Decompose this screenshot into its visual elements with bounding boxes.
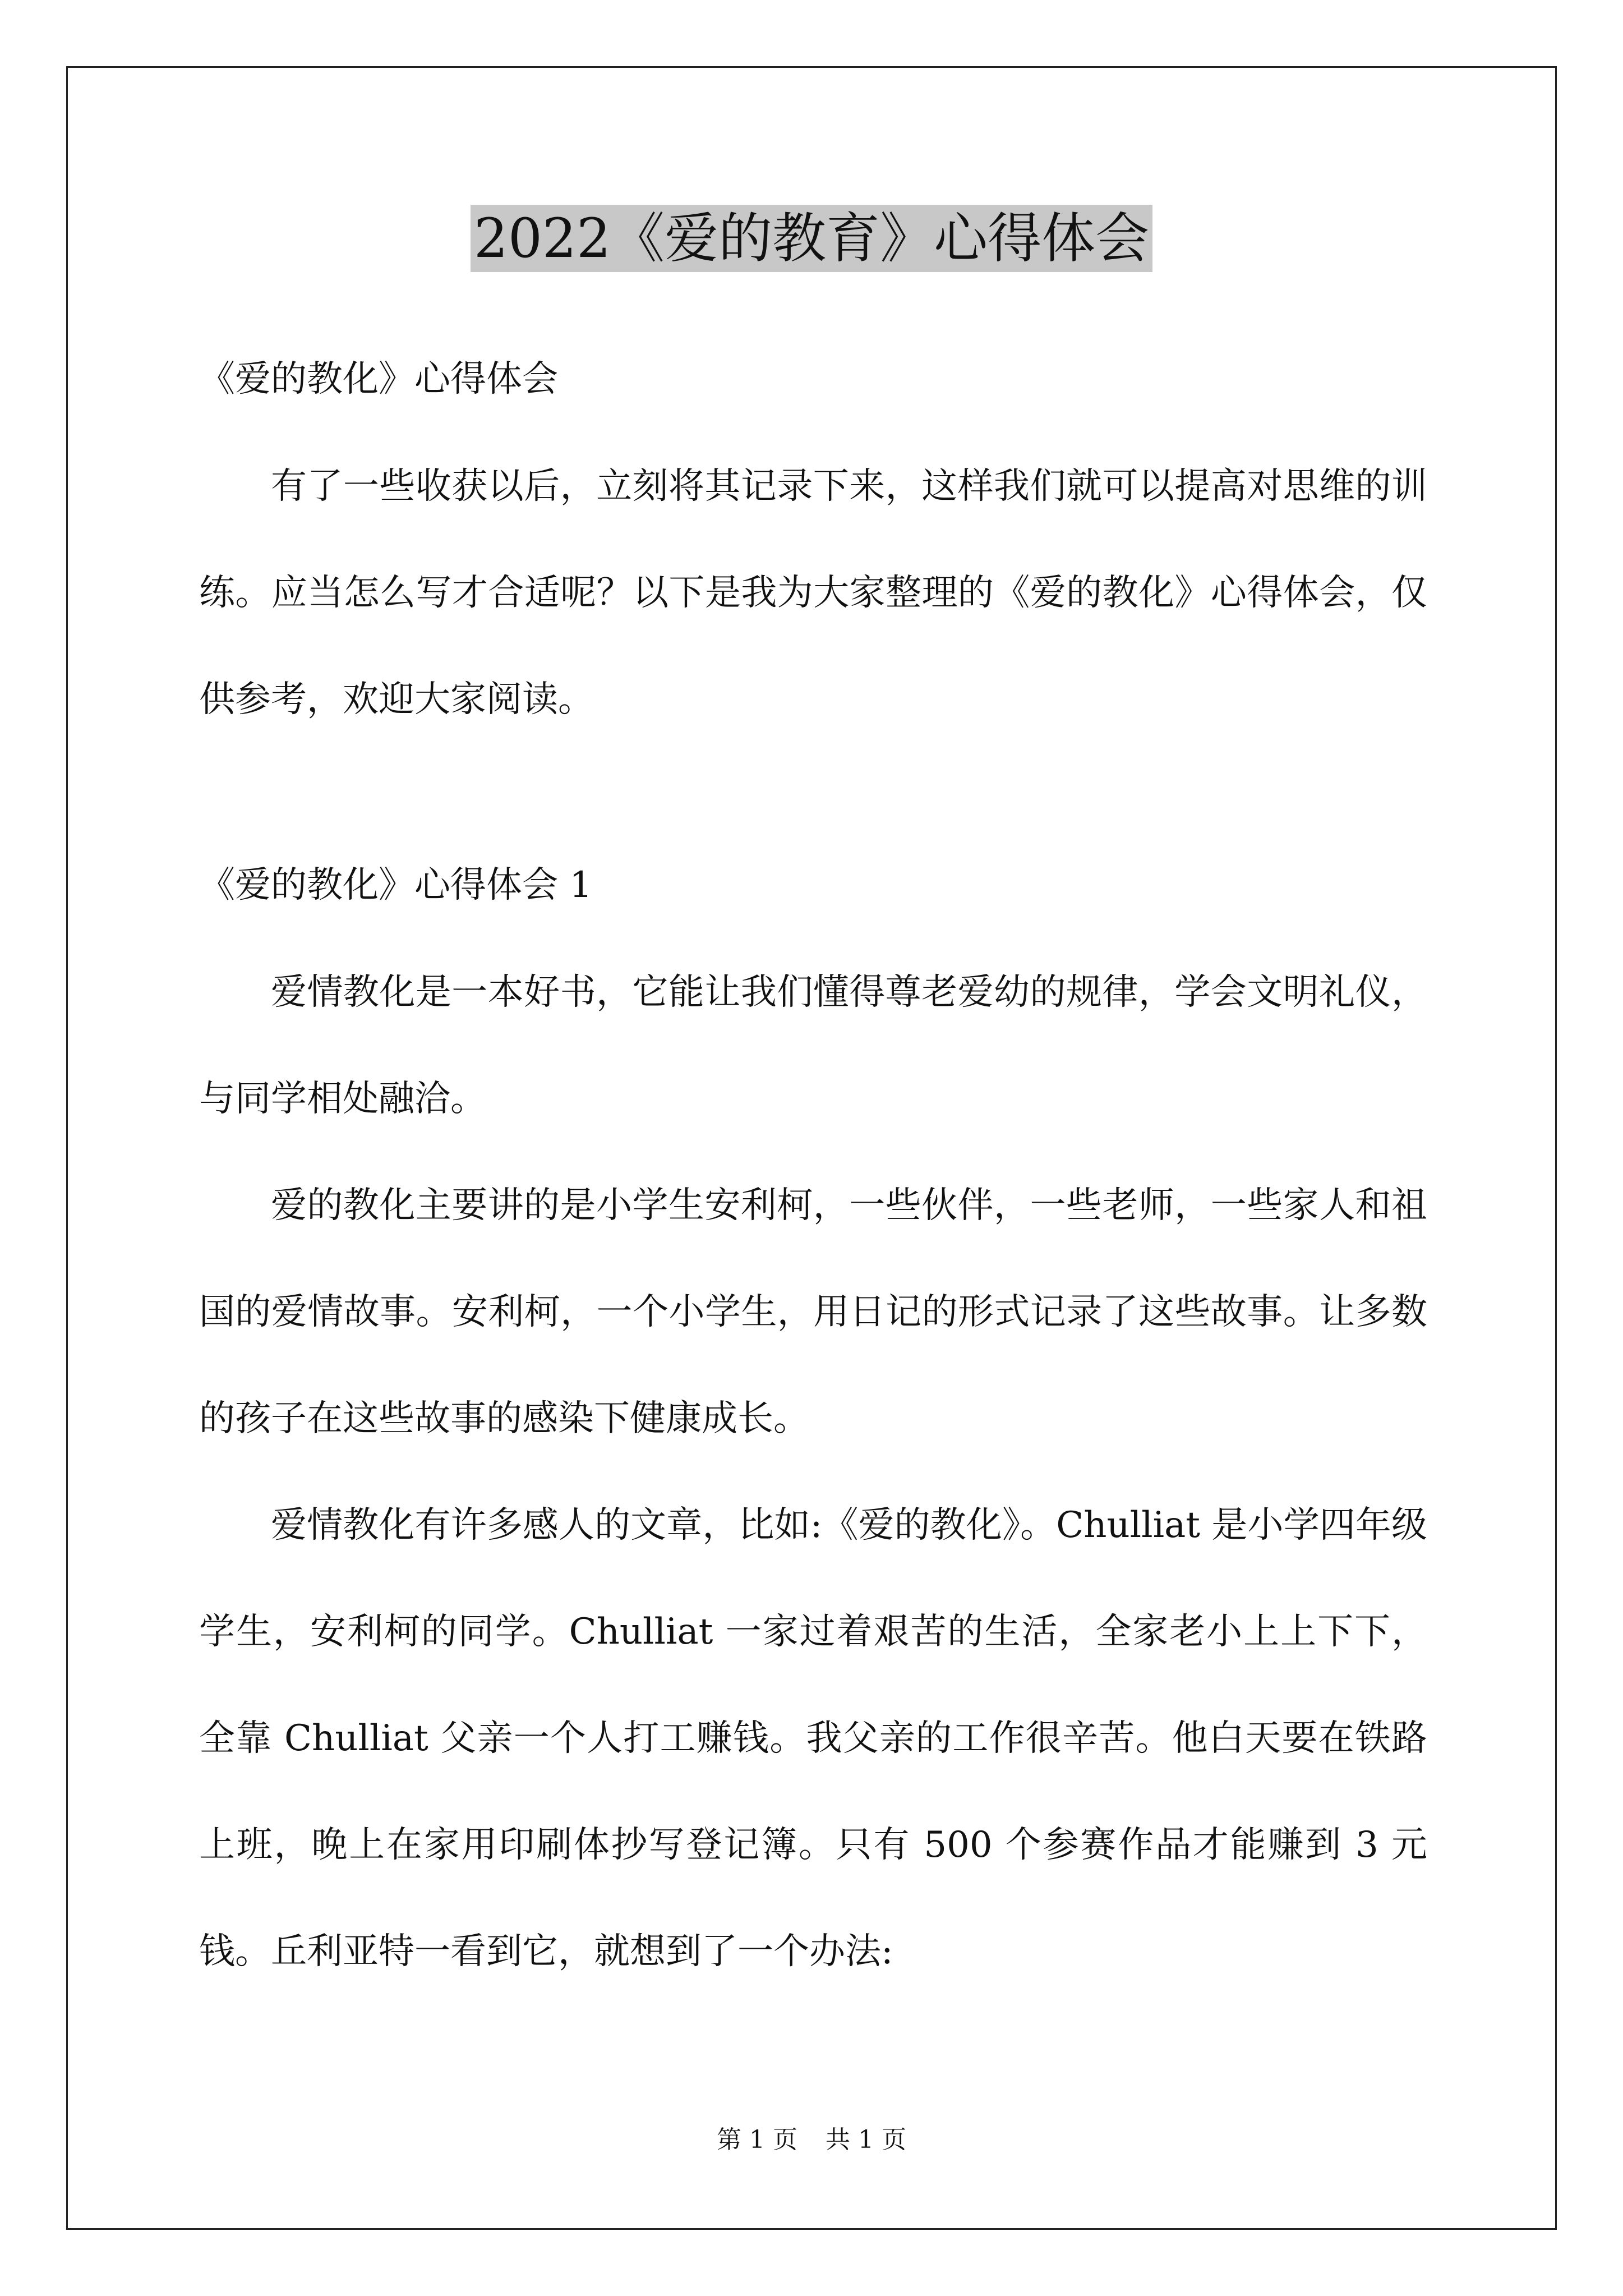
document-body (199, 342, 1427, 2005)
page-footer (0, 2123, 1623, 2157)
page-number: 第 1 页 (717, 2125, 797, 2154)
document-title-text: 2022《爱的教育》心得体会 (471, 205, 1152, 272)
document-title (0, 202, 1623, 275)
body-paragraph-1: 爱情教化是一本好书，它能让我们懂得尊老爱幼的规律，学会文明礼仪，与同学相处融洽。 (199, 972, 1427, 1120)
intro-paragraph: 有了一些收获以后，立刻将其记录下来，这样我们就可以提高对思维的训练。应当怎么写才合适呢？以下是我为大家整理的《爱的教化》心得体会，仅供参考，欢迎大家阅读。 (199, 466, 1427, 720)
intro-heading: 《爱的教化》心得体会 (199, 358, 558, 400)
section-1-heading: 《爱的教化》心得体会 1 (199, 864, 593, 906)
body-paragraph-2: 爱的教化主要讲的是小学生安利柯，一些伙伴，一些老师，一些家人和祖国的爱情故事。安利柯，一个小学生，用日记的形式记录了这些故事。让多数的孩子在这些故事的感染下健康成长。 (199, 1185, 1427, 1439)
page-total: 共 1 页 (826, 2125, 906, 2154)
body-paragraph-3: 爱情教化有许多感人的文章，比如:《爱的教化》。Chulliat 是小学四年级学生，安利柯的同学。Chulliat 一家过着艰苦的生活，全家老小上上下下，全靠 Chulliat 父亲一个人打工赚钱。我父亲的工作很辛苦。他白天要在铁路上班，晚上在家用印刷体抄写登记簿。只有 500 个参赛作品才能赚到 3 元钱。丘利亚特一看到它，就想到了一个办法: (199, 1504, 1427, 1972)
section-spacer (199, 753, 1427, 848)
